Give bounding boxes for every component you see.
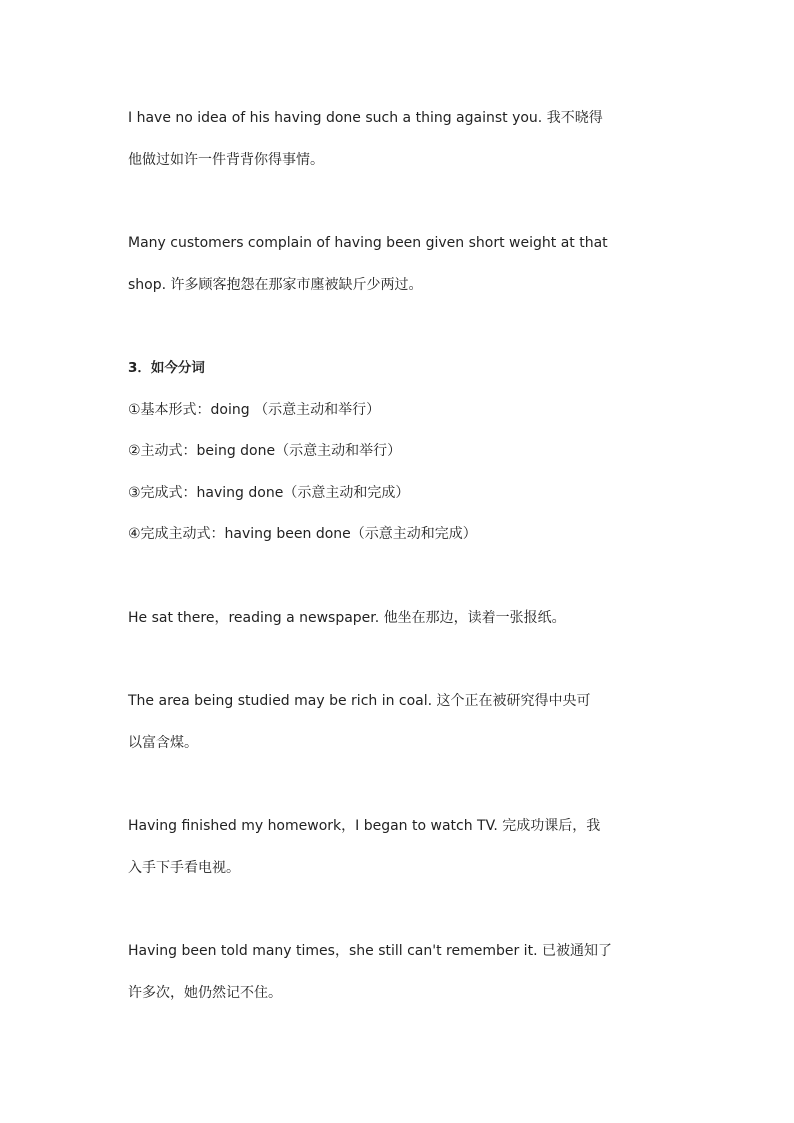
form-perfect: ③完成式：having done（示意主动和完成） bbox=[128, 485, 410, 501]
example-1-line-1: I have no idea of his having done such a thing against you. 我不晓得 bbox=[128, 110, 603, 126]
form-basic: ①基本形式：doing （示意主动和举行） bbox=[128, 402, 381, 418]
example-3-line-1: He sat there，reading a newspaper. 他坐在那边，读着一张报纸。 bbox=[128, 610, 566, 626]
example-5-line-1: Having finished my homework，I began to watch TV. 完成功课后，我 bbox=[128, 818, 601, 834]
example-4-line-1: The area being studied may be rich in coal. 这个正在被研究得中央可 bbox=[128, 693, 591, 709]
example-5-line-2: 入手下手看电视。 bbox=[128, 860, 240, 876]
example-1-line-2: 他做过如许一件背背你得事情。 bbox=[128, 152, 324, 168]
form-perfect-passive: ④完成主动式：having been done（示意主动和完成） bbox=[128, 526, 477, 542]
example-2-line-1: Many customers complain of having been given short weight at that bbox=[128, 235, 608, 251]
section-heading: 3．如今分词 bbox=[128, 360, 205, 376]
example-2-line-2: shop. 许多顾客抱怨在那家市廛被缺斤少两过。 bbox=[128, 277, 423, 293]
form-passive: ②主动式：being done（示意主动和举行） bbox=[128, 443, 402, 459]
example-4-line-2: 以富含煤。 bbox=[128, 735, 198, 751]
example-6-line-2: 许多次，她仍然记不住。 bbox=[128, 985, 282, 1001]
example-6-line-1: Having been told many times，she still can't remember it. 已被通知了 bbox=[128, 943, 612, 959]
